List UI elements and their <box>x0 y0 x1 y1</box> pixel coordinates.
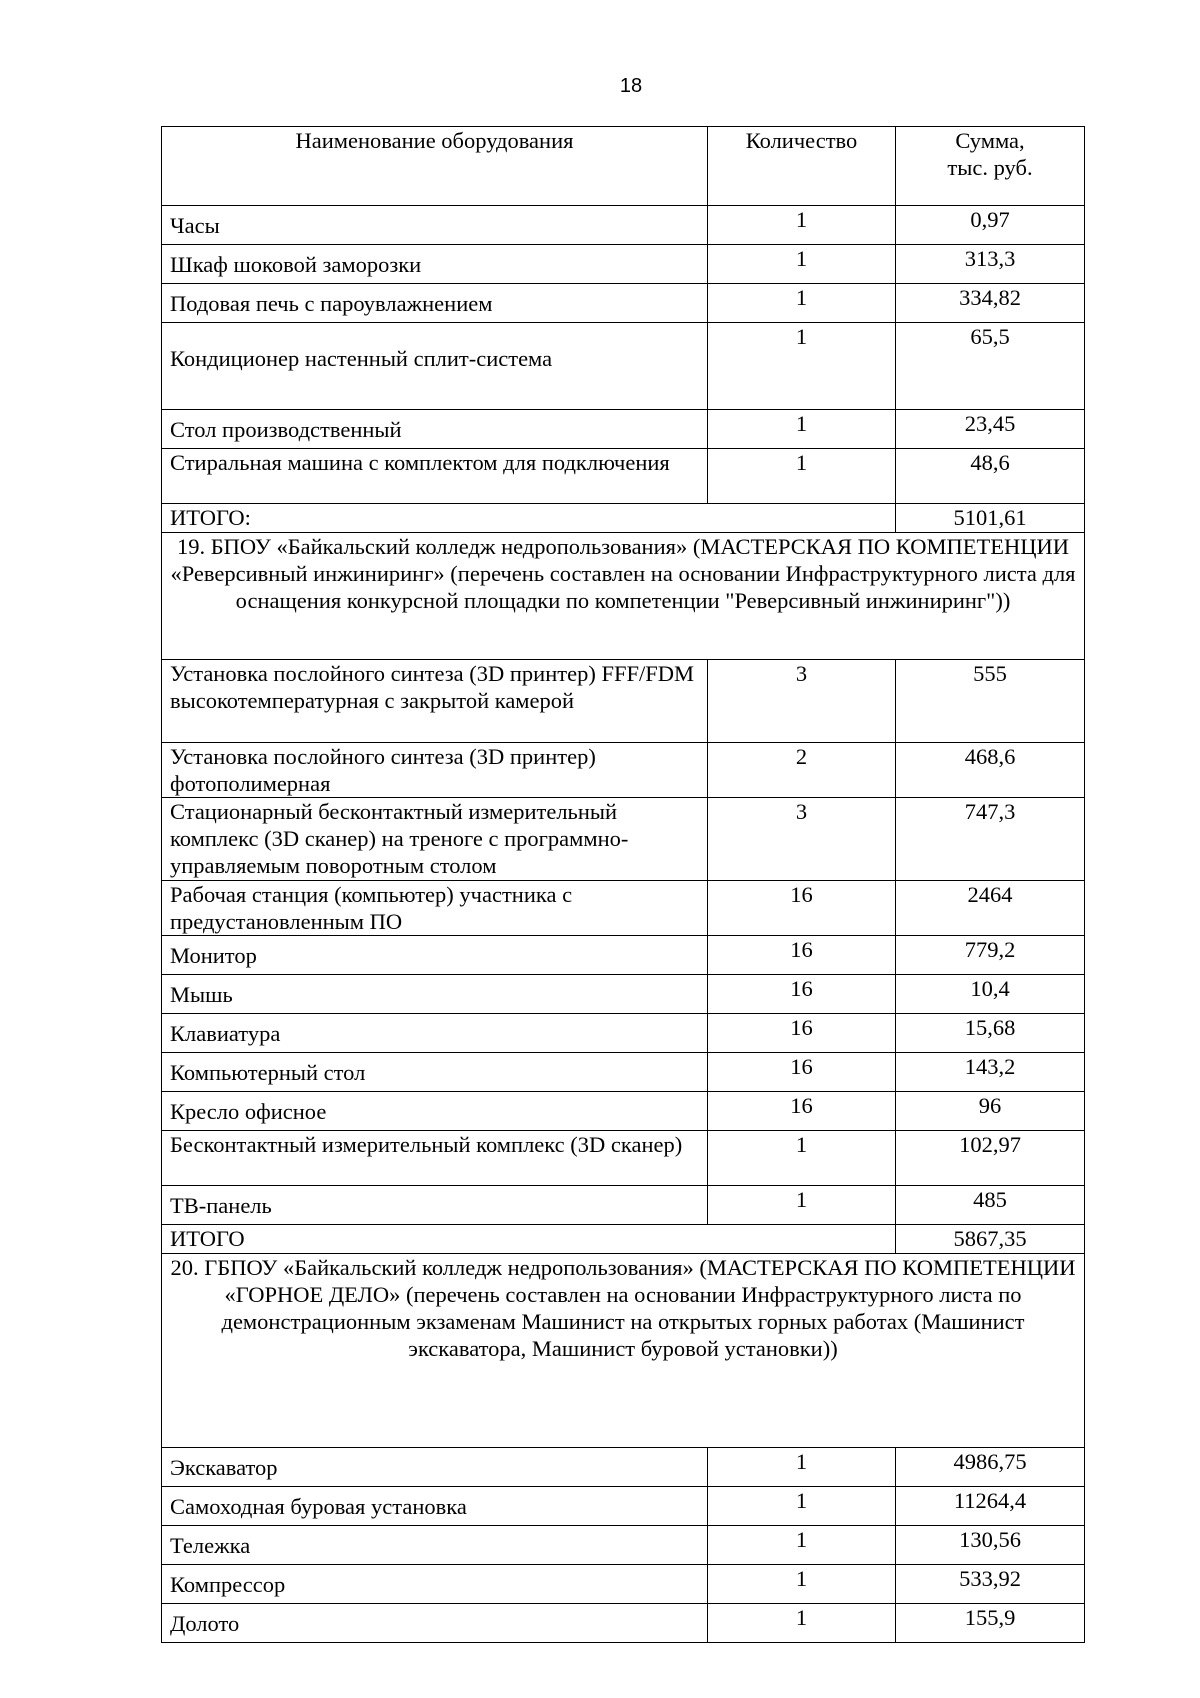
item-qty: 1 <box>708 1604 896 1643</box>
item-sum: 11264,4 <box>896 1487 1085 1526</box>
table-row <box>162 1526 1085 1565</box>
page-number: 18 <box>619 75 643 97</box>
section-title-row <box>162 533 1085 660</box>
item-name: ТВ-панель <box>162 1186 708 1225</box>
section-title: 19. БПОУ «Байкальский колледж недропользования» (МАСТЕРСКАЯ ПО КОМПЕТЕНЦИИ «Реверсивный инжиниринг» (перечень составлен на основании Инфраструктурного листа для оснащения конкурсной площадки по компетенции "Реверсивный инжиниринг")) <box>162 533 1085 660</box>
item-name: Бесконтактный измерительный комплекс (3D сканер) <box>162 1131 708 1186</box>
item-sum: 15,68 <box>896 1014 1085 1053</box>
header-sum: Сумма, тыс. руб. <box>896 127 1085 206</box>
table-row <box>162 1448 1085 1487</box>
item-sum: 334,82 <box>896 284 1085 323</box>
item-sum: 143,2 <box>896 1053 1085 1092</box>
item-sum: 102,97 <box>896 1131 1085 1186</box>
total-row <box>162 504 1085 533</box>
item-qty: 1 <box>708 245 896 284</box>
total-label: ИТОГО <box>162 1225 896 1254</box>
item-name: Самоходная буровая установка <box>162 1487 708 1526</box>
equipment-table <box>161 126 1085 1643</box>
item-sum: 555 <box>896 660 1085 743</box>
item-sum: 48,6 <box>896 449 1085 504</box>
item-qty: 16 <box>708 1053 896 1092</box>
total-sum: 5101,61 <box>896 504 1085 533</box>
item-name: Стиральная машина с комплектом для подключения <box>162 449 708 504</box>
table-row <box>162 1053 1085 1092</box>
item-name: Рабочая станция (компьютер) участника с предустановленным ПО <box>162 881 708 936</box>
item-qty: 1 <box>708 323 896 410</box>
item-qty: 3 <box>708 660 896 743</box>
item-name: Экскаватор <box>162 1448 708 1487</box>
item-qty: 1 <box>708 1565 896 1604</box>
table-row <box>162 449 1085 504</box>
table-row <box>162 245 1085 284</box>
item-sum: 485 <box>896 1186 1085 1225</box>
table-row <box>162 1565 1085 1604</box>
item-sum: 130,56 <box>896 1526 1085 1565</box>
item-sum: 4986,75 <box>896 1448 1085 1487</box>
section-title-row <box>162 1254 1085 1448</box>
item-sum: 155,9 <box>896 1604 1085 1643</box>
item-name: Часы <box>162 206 708 245</box>
table-row <box>162 975 1085 1014</box>
item-name: Кресло офисное <box>162 1092 708 1131</box>
item-sum: 779,2 <box>896 936 1085 975</box>
item-name: Подовая печь с пароувлажнением <box>162 284 708 323</box>
item-name: Стол производственный <box>162 410 708 449</box>
item-qty: 16 <box>708 1014 896 1053</box>
table-row <box>162 1186 1085 1225</box>
item-qty: 16 <box>708 881 896 936</box>
item-sum: 747,3 <box>896 798 1085 881</box>
item-name: Тележка <box>162 1526 708 1565</box>
item-qty: 1 <box>708 1487 896 1526</box>
item-name: Монитор <box>162 936 708 975</box>
header-name: Наименование оборудования <box>162 127 708 206</box>
item-name: Компрессор <box>162 1565 708 1604</box>
item-name: Шкаф шоковой заморозки <box>162 245 708 284</box>
total-label: ИТОГО: <box>162 504 896 533</box>
table-header-row <box>162 127 1085 206</box>
table-row <box>162 1604 1085 1643</box>
table-row <box>162 1014 1085 1053</box>
item-sum: 10,4 <box>896 975 1085 1014</box>
item-name: Установка послойного синтеза (3D принтер) фотополимерная <box>162 743 708 798</box>
table-row <box>162 410 1085 449</box>
item-qty: 16 <box>708 1092 896 1131</box>
item-qty: 1 <box>708 284 896 323</box>
total-sum: 5867,35 <box>896 1225 1085 1254</box>
table-row <box>162 660 1085 743</box>
item-qty: 1 <box>708 1448 896 1487</box>
section-title: 20. ГБПОУ «Байкальский колледж недропользования» (МАСТЕРСКАЯ ПО КОМПЕТЕНЦИИ «ГОРНОЕ ДЕЛО» (перечень составлен на основании Инфраструктурного листа по демонстрационным экзаменам Машинист на открытых горных работах (Машинист экскаватора, Машинист буровой установки)) <box>162 1254 1085 1448</box>
item-sum: 23,45 <box>896 410 1085 449</box>
item-qty: 16 <box>708 936 896 975</box>
item-qty: 2 <box>708 743 896 798</box>
item-name: Клавиатура <box>162 1014 708 1053</box>
item-sum: 0,97 <box>896 206 1085 245</box>
item-sum: 65,5 <box>896 323 1085 410</box>
table-row <box>162 798 1085 881</box>
item-qty: 1 <box>708 449 896 504</box>
item-qty: 1 <box>708 1131 896 1186</box>
table-row <box>162 936 1085 975</box>
item-qty: 3 <box>708 798 896 881</box>
table-row <box>162 1131 1085 1186</box>
item-sum: 468,6 <box>896 743 1085 798</box>
item-qty: 1 <box>708 1526 896 1565</box>
table-row <box>162 743 1085 798</box>
item-qty: 16 <box>708 975 896 1014</box>
table-row <box>162 1487 1085 1526</box>
item-name: Мышь <box>162 975 708 1014</box>
item-name: Долото <box>162 1604 708 1643</box>
table-row <box>162 284 1085 323</box>
item-sum: 96 <box>896 1092 1085 1131</box>
item-name: Установка послойного синтеза (3D принтер) FFF/FDM высокотемпературная с закрытой камерой <box>162 660 708 743</box>
header-qty: Количество <box>708 127 896 206</box>
table-row <box>162 1092 1085 1131</box>
table-row <box>162 206 1085 245</box>
total-row <box>162 1225 1085 1254</box>
item-name: Кондиционер настенный сплит-система <box>162 323 708 410</box>
item-qty: 1 <box>708 206 896 245</box>
table-row <box>162 323 1085 410</box>
table-row <box>162 881 1085 936</box>
item-qty: 1 <box>708 1186 896 1225</box>
item-sum: 313,3 <box>896 245 1085 284</box>
item-name: Стационарный бесконтактный измерительный комплекс (3D сканер) на треноге с программно-управляемым поворотным столом <box>162 798 708 881</box>
item-name: Компьютерный стол <box>162 1053 708 1092</box>
item-qty: 1 <box>708 410 896 449</box>
item-sum: 2464 <box>896 881 1085 936</box>
item-sum: 533,92 <box>896 1565 1085 1604</box>
